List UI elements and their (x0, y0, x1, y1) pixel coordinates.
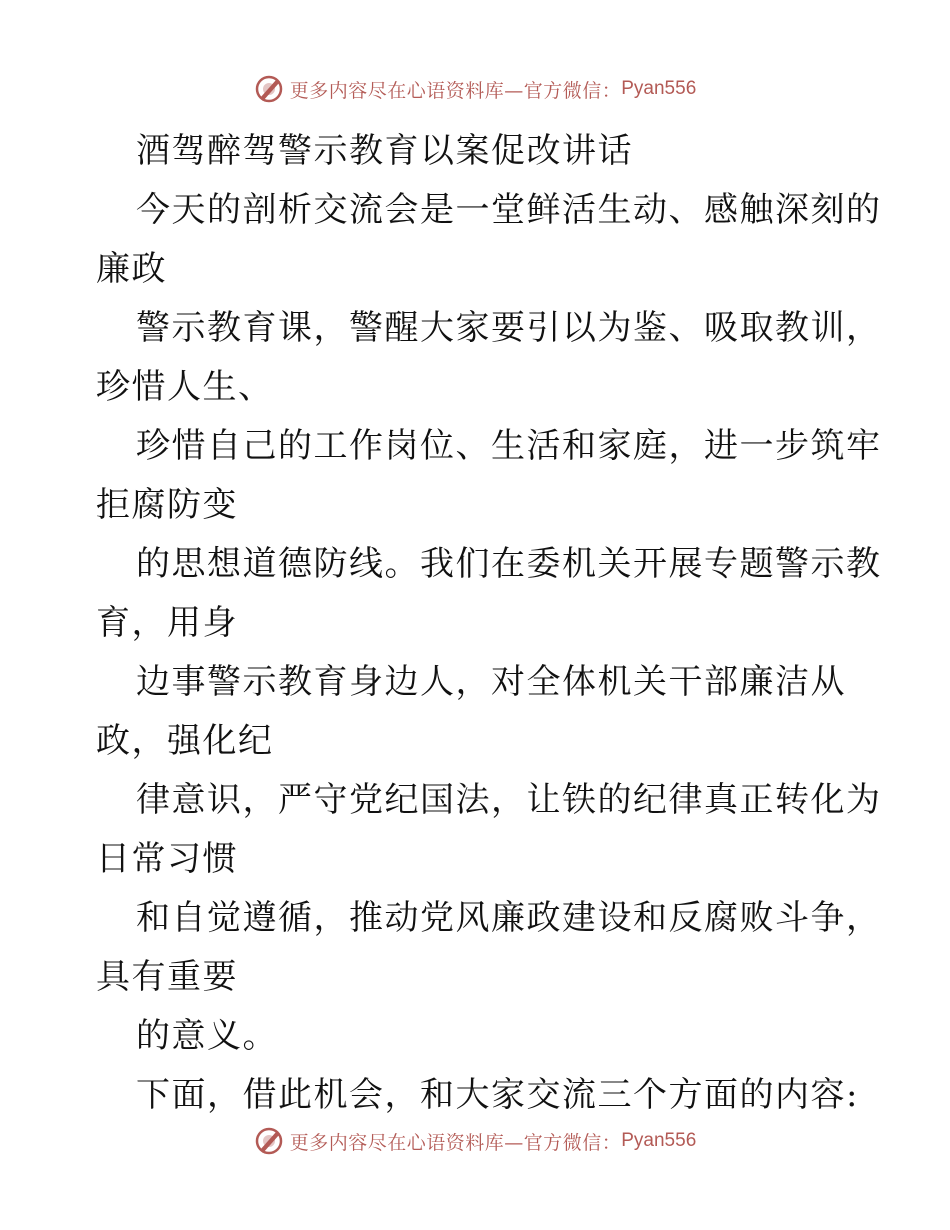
text-line: 和自觉遵循，推动党风廉政建设和反腐败斗争， (136, 898, 882, 938)
text-line: 下面，借此机会，和大家交流三个方面的内容: (136, 1075, 859, 1115)
text-line: 律意识，严守党纪国法，让铁的纪律真正转化为 (136, 780, 882, 820)
pen-circle-icon (254, 1126, 284, 1156)
text-line: 的意义。 (136, 1016, 278, 1056)
header-watermark (0, 72, 950, 106)
text-line: 的思想道德防线。我们在委机关开展专题警示教 (136, 544, 882, 584)
text-line: 警示教育课，警醒大家要引以为鉴、吸取教训， (136, 308, 882, 348)
watermark-contact: Pyan556 (621, 1130, 697, 1151)
watermark-contact: Pyan556 (621, 78, 697, 99)
footer-watermark (0, 1124, 950, 1158)
document-title: 酒驾醉驾警示教育以案促改讲话 (136, 131, 633, 171)
text-line: 廉政 (96, 249, 167, 289)
document-body (96, 122, 882, 1125)
text-line: 今天的剖析交流会是一堂鲜活生动、感触深刻的 (136, 190, 882, 230)
text-line: 珍惜自己的工作岗位、生活和家庭，进一步筑牢 (136, 426, 882, 466)
text-line: 政，强化纪 (96, 721, 274, 761)
pen-circle-icon (254, 74, 284, 104)
text-line: 育，用身 (96, 603, 238, 643)
watermark-text: 更多内容尽在心语资料库—官方微信： (289, 79, 622, 102)
text-line: 边事警示教育身边人，对全体机关干部廉洁从 (136, 662, 846, 702)
text-line: 拒腐防变 (96, 485, 238, 525)
watermark-text: 更多内容尽在心语资料库—官方微信： (289, 1131, 622, 1154)
text-line: 具有重要 (96, 957, 238, 997)
text-line: 日常习惯 (96, 839, 238, 879)
text-line: 珍惜人生、 (96, 367, 274, 407)
